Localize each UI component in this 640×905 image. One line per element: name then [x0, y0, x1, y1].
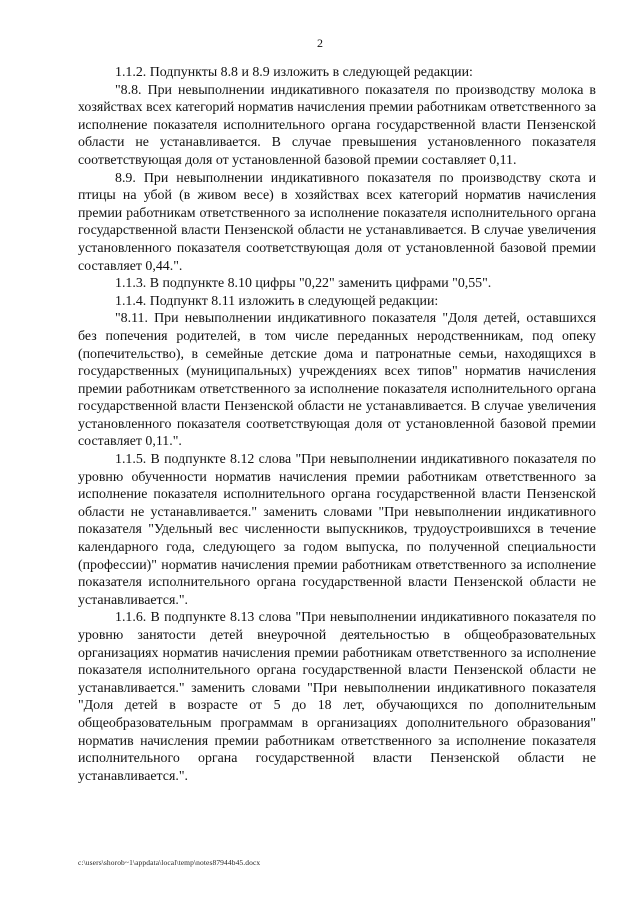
- paragraph-1-1-6: 1.1.6. В подпункте 8.13 слова "При невыполнении индикативного показателя по уровню занятости детей внеурочной деятельностью в общеобразовательных организациях норматив начисления премии работникам ответственного за исполнение показателя исполнительного органа государственной власти Пензенской области не устанавливается." заменить словами "При невыполнении индикативного показателя "Доля детей в возрасте от 5 до 18 лет, обучающихся по дополнительным общеобразовательным программам в организациях дополнительного образования" норматив начисления премии работникам ответственного за исполнение показателя исполнительного органа государственной власти Пензенской области не устанавливается.".: [78, 610, 596, 784]
- footer-file-path: c:\users\shorob~1\appdata\local\temp\notes87944b45.docx: [78, 858, 261, 867]
- page-number: 2: [317, 36, 323, 50]
- paragraph-8-11: "8.11. При невыполнении индикативного показателя "Доля детей, оставшихся без попечения родителей, в том числе переданных неродственникам, под опеку (попечительство), в семейные детские дома и патронатные семьи, находящихся в государственных (муниципальных) учреждениях всех типов" норматив начисления премии работникам ответственного за исполнение показателя исполнительного органа государственной власти Пензенской области не устанавливается. В случае увеличения установленного показателя соответствующая доля от установленной базовой премии составляет 0,11.".: [78, 311, 596, 450]
- paragraph-8-9: 8.9. При невыполнении индикативного показателя по производству скота и птицы на убой (в живом весе) в хозяйствах всех категорий норматив начисления премии работникам ответственного за исполнение показателя исполнительного органа государственной власти Пензенской области не устанавливается. В случае увеличения установленного показателя соответствующая доля от установленной базовой премии составляет 0,44.".: [78, 170, 596, 274]
- document-body: [78, 64, 596, 785]
- paragraph-1-1-3: 1.1.3. В подпункте 8.10 цифры "0,22" заменить цифрами "0,55".: [115, 276, 492, 292]
- paragraph-1-1-2: 1.1.2. Подпункты 8.8 и 8.9 изложить в следующей редакции:: [115, 65, 473, 80]
- paragraph-1-1-5: 1.1.5. В подпункте 8.12 слова "При невыполнении индикативного показателя по уровню обученности норматив начисления премии работникам ответственного за исполнение показателя исполнительного органа государственной власти Пензенской области не устанавливается." заменить словами "При невыполнении индикативного показателя "Удельный вес численности выпускников, трудоустроившихся в течение календарного года, следующего за годом выпуска, по полученной специальности (профессии)" норматив начисления премии работникам ответственного за исполнение показателя исполнительного органа государственной власти Пензенской области не устанавливается.".: [78, 452, 596, 608]
- paragraph-8-8: "8.8. При невыполнении индикативного показателя по производству молока в хозяйствах всех категорий норматив начисления премии работникам ответственного за исполнение показателя исполнительного органа государственной власти Пензенской области не устанавливается. В случае превышения установленного показателя соответствующая доля от установленной базовой премии составляет 0,11.: [78, 82, 596, 168]
- paragraph-1-1-4: 1.1.4. Подпункт 8.11 изложить в следующей редакции:: [115, 293, 439, 309]
